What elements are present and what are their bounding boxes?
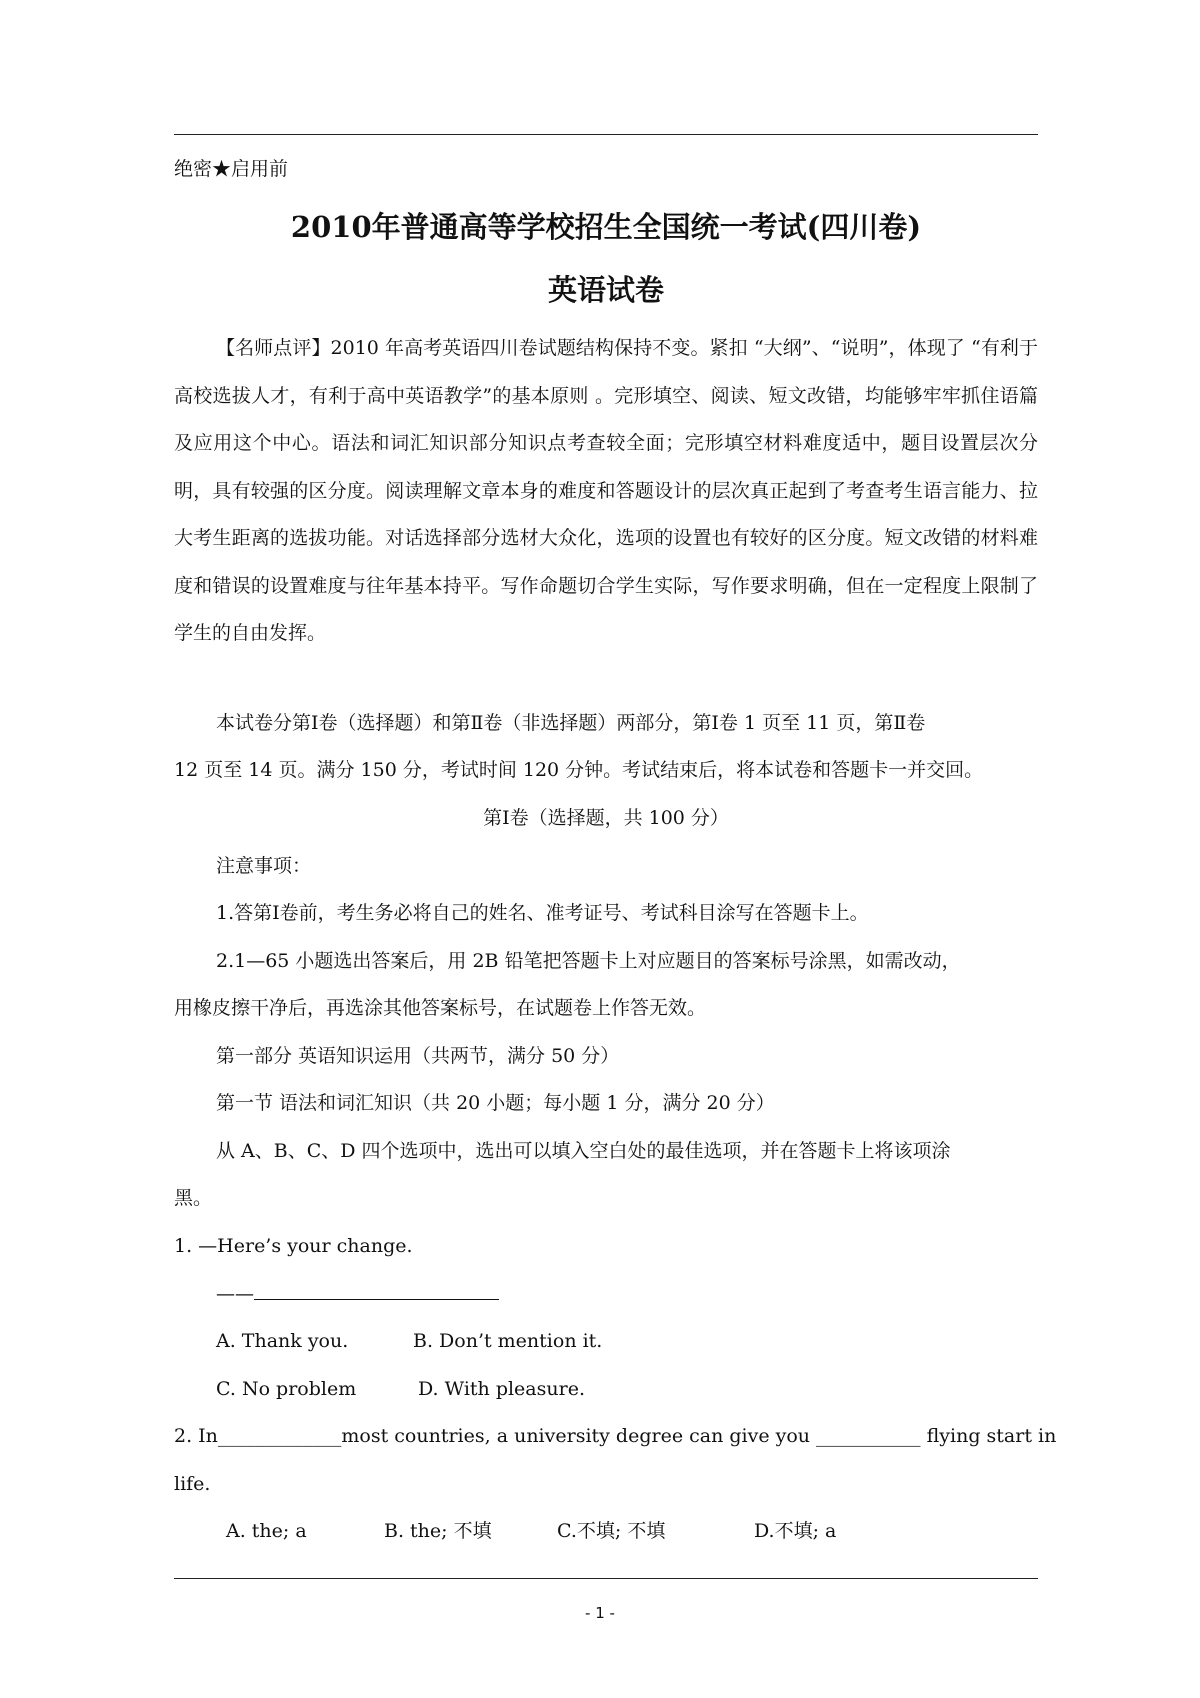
confidential-label: 绝密★启用前 [174, 158, 289, 180]
question-1-option-b: B. Don’t mention it. [413, 1330, 603, 1352]
exam-subtitle: 英语试卷 [547, 273, 664, 307]
part1-heading: 第一部分 英语知识运用（共两节，满分 50 分） [216, 1045, 620, 1067]
question-2-stem-line-1: 2. In_____________most countries, a university degree can give you ___________ flying start in [174, 1425, 1057, 1447]
question-2-option-b: B. the; 不填 [384, 1520, 492, 1542]
intro-line-1: 本试卷分第Ⅰ卷（选择题）和第Ⅱ卷（非选择题）两部分，第Ⅰ卷 1 页至 11 页，第Ⅱ卷 [216, 712, 926, 734]
instruction-line-1: 从 A、B、C、D 四个选项中，选出可以填入空白处的最佳选项，并在答题卡上将该项涂 [216, 1140, 951, 1162]
instruction-line-2: 黑。 [174, 1187, 213, 1209]
exam-title: 2010年普通高等学校招生全国统一考试(四川卷) [290, 210, 922, 244]
section1-heading: 第一节 语法和词汇知识（共 20 小题；每小题 1 分，满分 20 分） [216, 1092, 775, 1114]
question-1-option-d: D. With pleasure. [418, 1378, 585, 1400]
question-2-option-d: D.不填; a [754, 1520, 837, 1542]
notes-item-2-line-2: 用橡皮擦干净后，再选涂其他答案标号，在试题卷上作答无效。 [174, 997, 707, 1019]
question-2-stem-line-2: life. [174, 1473, 211, 1495]
notes-item-1: 1.答第Ⅰ卷前，考生务必将自己的姓名、准考证号、考试科目涂写在答题卡上。 [216, 902, 869, 924]
question-1-answer-blank [174, 1281, 1080, 1306]
notes-item-2-line-1: 2.1—65 小题选出答案后，用 2B 铅笔把答题卡上对应题目的答案标号涂黑，如需改动， [216, 950, 961, 972]
teacher-review: 【名师点评】2010 年高考英语四川卷试题结构保持不变。紧扣 “大纲”、“说明”，体现了 “有利于高校选拔人才，有利于高中英语教学”的基本原则 。完形填空、阅读、短文改错，均能够牢牢抓住语篇及应用这个中心。语法和词汇知识部分知识点考查较全面；完形填空材料难度适中，题目设置层次分明，具有较强的区分度。阅读理解文章本身的难度和答题设计的层次真正起到了考查考生语言能力、拉大考生距离的选拔功能。对话选择部分选材大众化，选项的设置也有较好的区分度。短文改错的材料难度和错误的设置难度与往年基本持平。写作命题切合学生实际，写作要求明确，但在一定程度上限制了学生的自由发挥。 [174, 337, 1038, 644]
notes-heading: 注意事项： [216, 855, 312, 877]
answer-blank-line [254, 1281, 499, 1300]
header-rule [174, 134, 1038, 135]
volume1-heading: 第Ⅰ卷（选择题，共 100 分） [483, 807, 729, 829]
question-1-reply-lead: —— [216, 1283, 254, 1305]
question-1-option-c: C. No problem [216, 1378, 357, 1400]
question-1-stem: 1. —Here’s your change. [174, 1235, 413, 1257]
intro-line-2: 12 页至 14 页。满分 150 分，考试时间 120 分钟。考试结束后，将本试卷和答题卡一并交回。 [174, 759, 984, 781]
question-1-option-a: A. Thank you. [216, 1330, 349, 1352]
question-2-option-a: A. the; a [226, 1520, 307, 1542]
question-2-option-c: C.不填; 不填 [557, 1520, 666, 1542]
page-number: - 1 - [585, 1604, 615, 1622]
footer-rule [174, 1578, 1038, 1579]
